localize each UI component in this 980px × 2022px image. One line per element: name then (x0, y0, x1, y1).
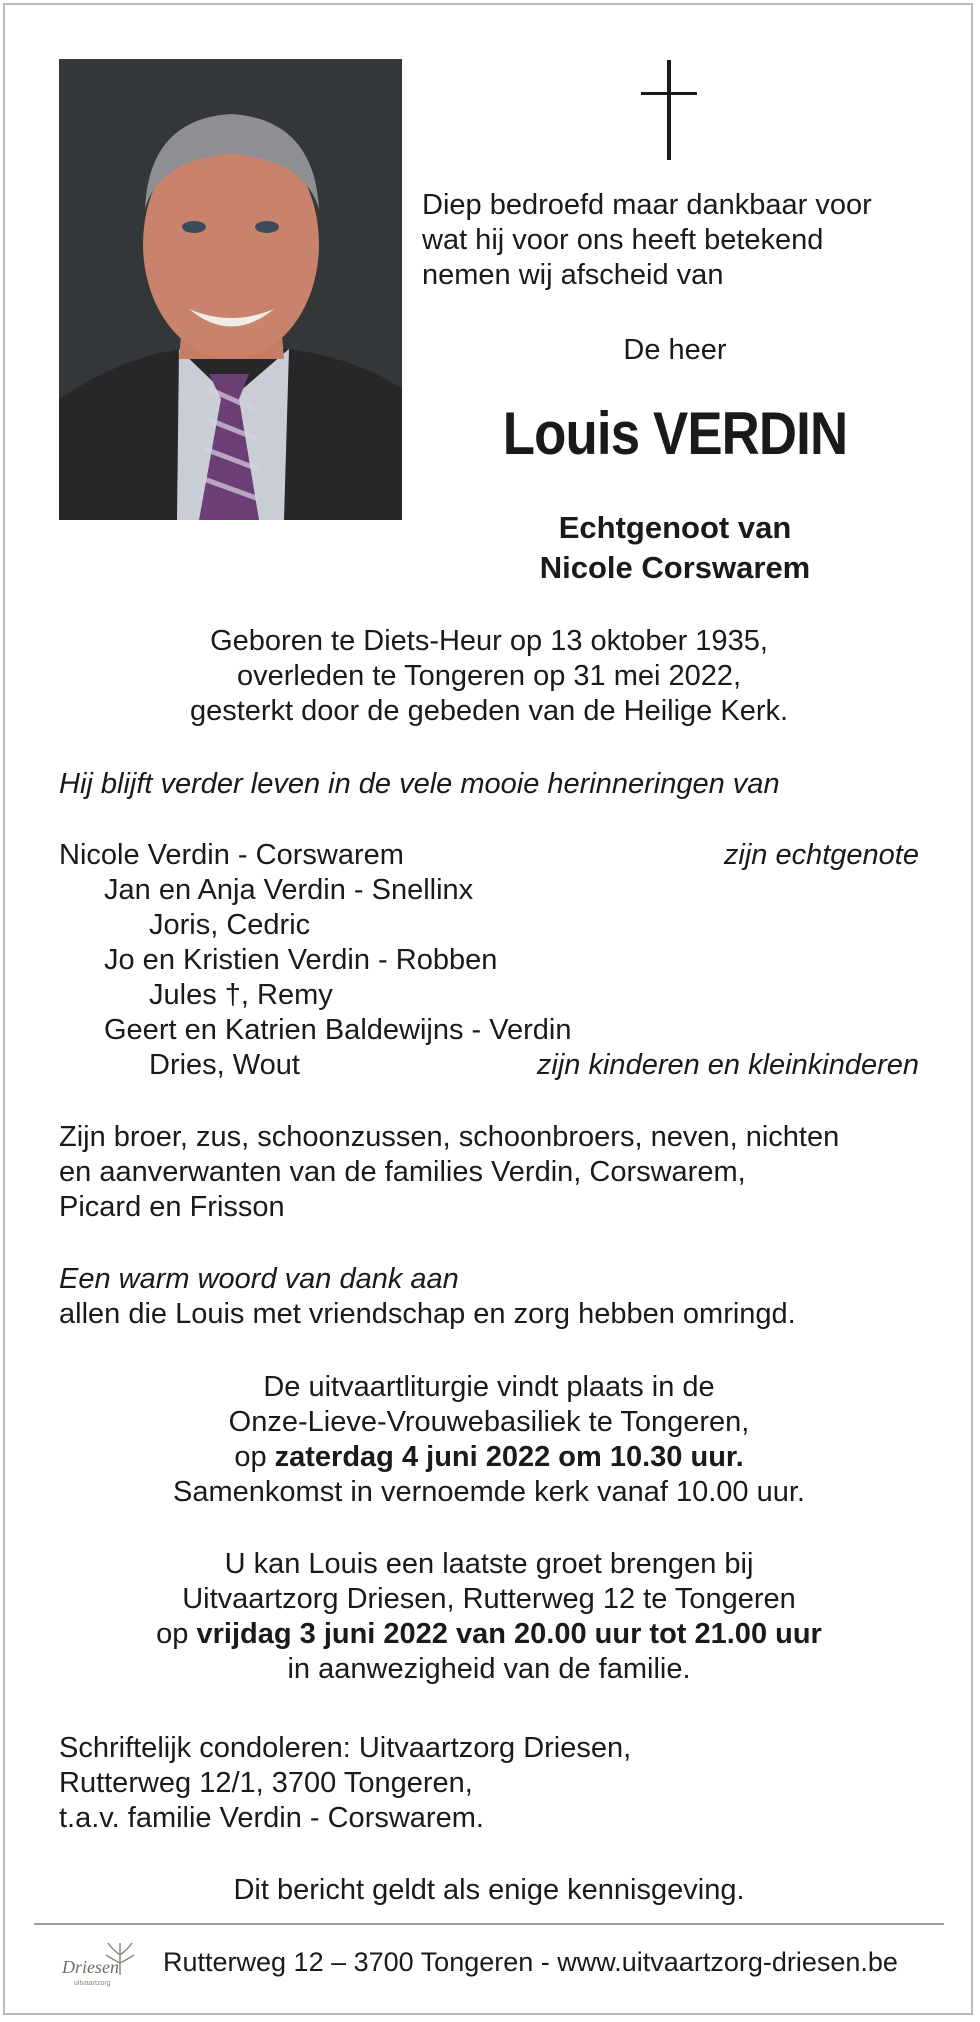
birth-line: overleden te Tongeren op 31 mei 2022, (236, 660, 742, 692)
visit-line (59, 1617, 919, 1652)
birth-line: gesterkt door de gebeden van de Heilige Kerk. (189, 695, 789, 727)
funeral-line (59, 1440, 919, 1475)
child-name: Geert en Katrien Baldewijns - Verdin (104, 1014, 572, 1046)
condolence-line: t.a.v. familie Verdin - Corswarem. (59, 1802, 484, 1834)
grandchild-names: Joris, Cedric (149, 909, 311, 941)
spouse-line: Nicole Corswarem (539, 550, 811, 585)
visit-info (59, 1547, 919, 1687)
relatives-line: Zijn broer, zus, schoonzussen, schoonbroers, neven, nichten (59, 1121, 840, 1153)
funeral-line: Samenkomst in vernoemde kerk vanaf 10.00 uur. (173, 1476, 805, 1508)
small-cross-icon: † (224, 979, 241, 1011)
relatives-text (59, 1120, 919, 1225)
intro-line: Diep bedroefd maar dankbaar voor (422, 189, 872, 221)
children-role: zijn kinderen en kleinkinderen (536, 1049, 919, 1081)
thanks-line: allen die Louis met vriendschap en zorg hebben omringd. (59, 1298, 796, 1330)
spouse-role: zijn echtgenote (723, 839, 919, 871)
intro-text (422, 188, 872, 293)
intro-line: nemen wij afscheid van (422, 259, 724, 291)
funeral-prefix: op (234, 1441, 275, 1473)
family-row (59, 908, 919, 943)
family-row (59, 873, 919, 908)
intro-line: wat hij voor ons heeft betekend (422, 224, 824, 256)
svg-text:Driesen: Driesen (62, 1957, 119, 1977)
thanks-text (59, 1262, 919, 1332)
condolence-line: Schriftelijk condoleren: Uitvaartzorg Driesen, (59, 1732, 632, 1764)
condolence-line: Rutterweg 12/1, 3700 Tongeren, (59, 1767, 473, 1799)
family-row (59, 838, 919, 873)
grandchild-names: Dries, Wout (149, 1049, 300, 1081)
visit-prefix: op (156, 1618, 197, 1650)
funeral-info (59, 1370, 919, 1510)
honorific: De heer (623, 334, 727, 366)
birth-death-info (59, 624, 919, 729)
svg-text:uitvaartzorg: uitvaartzorg (74, 1980, 111, 1987)
family-list (59, 838, 919, 1083)
spouse-heading (420, 508, 930, 588)
funeral-line: Onze-Lieve-Vrouwebasiliek te Tongeren, (228, 1406, 750, 1438)
grandchild-names: Jules (149, 979, 225, 1011)
deceased-name: Louis VERDIN (502, 400, 848, 467)
visit-line: Uitvaartzorg Driesen, Rutterweg 12 te Tongeren (182, 1583, 796, 1615)
funeral-line: De uitvaartliturgie vindt plaats in de (263, 1371, 715, 1403)
visit-line: U kan Louis een laatste groet brengen bij (224, 1548, 754, 1580)
condolence-text (59, 1731, 919, 1836)
footer-divider (34, 1923, 944, 1925)
relatives-line: Picard en Frisson (59, 1191, 285, 1223)
family-row (59, 1013, 919, 1048)
spouse-name: Nicole Verdin - Corswarem (59, 839, 404, 871)
visit-line: in aanwezigheid van de familie. (287, 1653, 691, 1685)
child-name: Jo en Kristien Verdin - Robben (104, 944, 498, 976)
family-row (59, 943, 919, 978)
cross-icon (641, 60, 697, 160)
memory-text: Hij blijft verder leven in de vele mooie herinneringen van (59, 768, 780, 800)
funeral-date: zaterdag 4 juni 2022 om 10.30 uur. (274, 1441, 744, 1473)
thanks-line: Een warm woord van dank aan (59, 1263, 459, 1295)
family-row (59, 1048, 919, 1083)
relatives-line: en aanverwanten van de families Verdin, Corswarem, (59, 1156, 746, 1188)
spouse-line: Echtgenoot van (558, 510, 792, 545)
grandchild-names: , Remy (240, 979, 333, 1011)
driesen-logo (60, 1935, 140, 1993)
footer-address: Rutterweg 12 – 3700 Tongeren - www.uitvaartzorg-driesen.be (163, 1947, 898, 1977)
birth-line: Geboren te Diets-Heur op 13 oktober 1935, (210, 625, 768, 657)
portrait-photo (59, 59, 402, 520)
child-name: Jan en Anja Verdin - Snellinx (104, 874, 474, 906)
family-row (59, 978, 919, 1013)
visit-date: vrijdag 3 juni 2022 van 20.00 uur tot 21.00 uur (196, 1618, 822, 1650)
notice-text: Dit bericht geldt als enige kennisgeving. (233, 1874, 745, 1906)
